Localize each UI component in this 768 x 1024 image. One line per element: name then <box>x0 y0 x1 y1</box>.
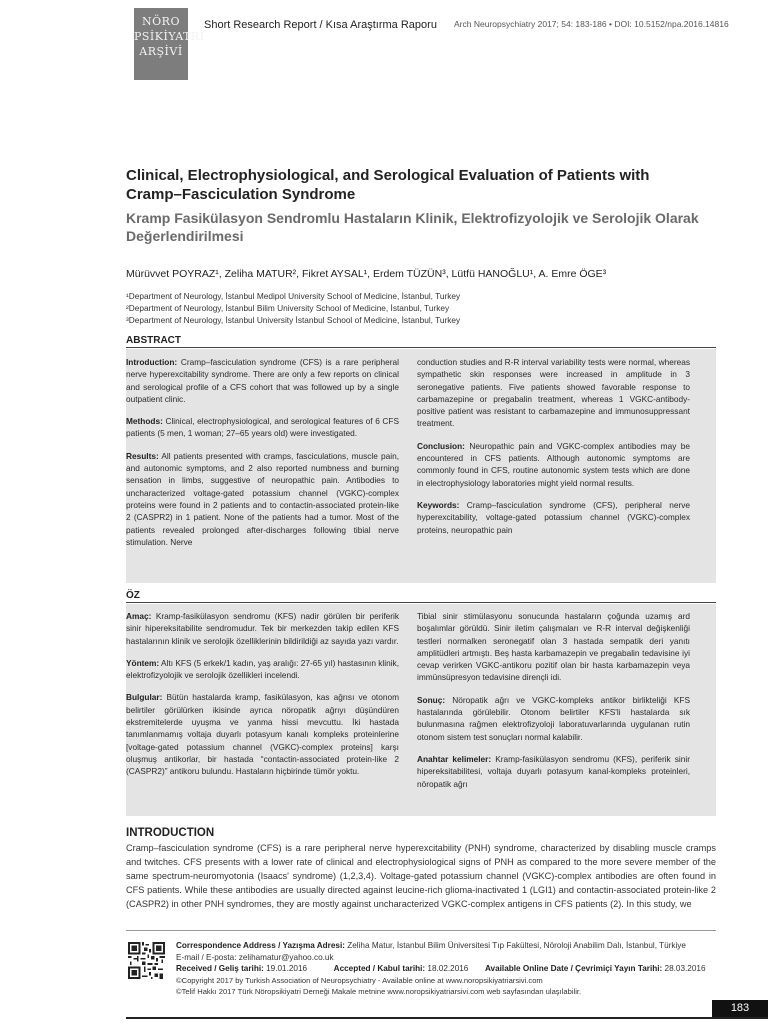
oz-label: Sonuç: <box>417 694 446 705</box>
oz-text: Bütün hastalarda kramp, fasikülasyon, kas ağrısı ve otonom belirtiler görülürken ikisinde ayrıca nöropatik ağrıyı düşündüren ekstremitelerde uyuşma ve yanma hissi mevcuttu. İki hastada tanımlanmamış voltaja duyarlı potasyum kanalı kompleks proteinlerine [voltage-gated potassium channel (VGKC)-complex proteins] karşı oluşmuş antikorlar, bir hastada “contactin-associated protein-like 2 (CASPR2)” antikoru bulundu. Hastaların hiçbirinde tümör yoktu. <box>126 692 399 777</box>
correspondence-address <box>176 940 716 952</box>
qr-code-icon <box>128 942 165 979</box>
abstract-paragraph <box>417 499 690 536</box>
affiliation: ¹Department of Neurology, İstanbul Medipol University School of Medicine, İstanbul, Turkey <box>126 291 461 301</box>
abstract-paragraph <box>417 440 690 489</box>
oz-paragraph <box>126 610 399 647</box>
abstract-label: Results: <box>126 450 159 461</box>
logo-line: PSİKİYATRİ <box>134 30 205 43</box>
abstract-text: Cramp–fasciculation syndrome (CFS) is a rare peripheral nerve hyperexcitability syndrome. There are only a few reports on clinical and serological profile of a CFS cohort that was followed up by a single outpatient clinic. <box>126 357 399 404</box>
affiliation: ³Department of Neurology, İstanbul University İstanbul School of Medicine, İstanbul, Turkey <box>126 315 461 325</box>
oz-text: Kramp-fasikülasyon sendromu (KFS) nadir görülen bir periferik sinir hipereksitabilite sendromudur. Tek bir merkezden takip edilen KFS hastalarının klinik ve serolojik özelliklerinin bildirildiği az sayıda yazı vardır. <box>126 611 399 646</box>
bottom-rule <box>126 1017 768 1019</box>
abstract-paragraph <box>126 356 399 405</box>
address-text: Zeliha Matur, İstanbul Bilim Üniversitesi Tıp Fakültesi, Nöroloji Anabilim Dalı, İstanbul, Türkiye <box>344 941 686 950</box>
abstract-paragraph <box>417 356 690 430</box>
abstract-text: All patients presented with cramps, fasciculations, muscle pain, and autonomic symptoms, and 2 also reported numbness and burning sensation in limbs, suggestive of neuropathic pain. Antibodies to uncharacterized voltage-gated potassium channel (VGKC)-complex proteins were found in 2 patients and to contactin-associated protein-like 2 (CASPR2) in 1 patient. None of the patients had a tumor. Most of the patients revealed prolonged after-discharges following tibial nerve stimulation. Nerve <box>126 450 399 547</box>
copyright-english: ©Copyright 2017 by Turkish Association of Neuropsychiatry - Available online at www.noropsikiyatriarsivi.com <box>176 975 543 985</box>
abstract-text: Neuropathic pain and VGKC-complex antibodies may be encountered in CFS patients. Although autonomic symptoms are commonly found in CFS, routine autonomic system tests which are done in electrophysiology laboratories might yield normal results. <box>417 440 690 488</box>
abstract-label: Methods: <box>126 416 163 427</box>
oz-text: Kramp-fasikülasyon sendromu (KFS), periferik sinir hipereksitabilitesi, voltaja duyarlı potasyum kanal-kompleks proteinleri, nöropatik ağrı <box>417 753 690 789</box>
accepted-date: 18.02.2016 <box>425 964 469 973</box>
abstract-text: conduction studies and R-R interval variability tests were normal, whereas sympathetic skin responses were increased in amplitude in 3 seronegative patients. Five patients showed favorable response to carbamazepine or pregabalin treatment, whereas 1 VGKC-antibody-positive patient was resistant to carbamazepine and immunosuppressant treatment. <box>417 357 690 429</box>
article-title-english: Clinical, Electrophysiological, and Serological Evaluation of Patients with Cramp–Fasciculation Syndrome <box>126 167 650 203</box>
oz-text: Tibial sinir stimülasyonu sonucunda hastaların çoğunda uzamış ard boşalımlar görüldü. Sinir iletim çalışmaları ve R-R interval değişkenliği testleri normalken seronegatif olan 3 hastada sempatik deri yanıtı amplitüdleri artmıştı. Beş hasta karbamazepin ve pregabalin tedavisine iyi cevap verirken VGKC-antikoru pozitif olan bir hasta karbamazepin veya immünsüpresyon tedavisine dirençli idi. <box>417 611 690 683</box>
oz-label: Anahtar kelimeler: <box>417 753 492 764</box>
abstract-heading: ABSTRACT <box>126 335 181 346</box>
abstract-text: Clinical, electrophysiological, and serological features of 6 CFS patients (5 men, 1 woman; 27–65 years old) were investigated. <box>126 416 399 439</box>
oz-left-column <box>126 610 399 788</box>
introduction-heading: INTRODUCTION <box>126 827 215 839</box>
correspondence-block <box>176 940 716 998</box>
received-label: Received / Geliş tarihi: <box>176 964 264 973</box>
article-title-turkish: Kramp Fasikülasyon Sendromlu Hastaların Klinik, Elektrofizyolojik ve Serolojik Olarak Değerlendirilmesi <box>126 210 699 244</box>
abstract-paragraph <box>126 450 399 548</box>
abstract-paragraph <box>126 415 399 440</box>
abstract-label: Keywords: <box>417 499 460 510</box>
page-number: 183 <box>712 1000 768 1017</box>
oz-paragraph <box>417 753 690 790</box>
oz-paragraph <box>417 694 690 743</box>
oz-paragraph <box>417 610 690 684</box>
article-dates <box>176 963 716 975</box>
oz-heading: ÖZ <box>126 590 140 601</box>
introduction-body: Cramp–fasciculation syndrome (CFS) is a rare peripheral nerve hyperexcitability (PNH) syndrome, characterized by disabling muscle cramps and twitches. CFS presents with a lower rate of clinical and electrophysiological signs of PNH as compared to the more severe member of the same spectrum-neuromyotonia (Isaacs' syndrome) (1,2,3,4). Voltage-gated potassium channel (VGKC)-complex antibodies are often found in CFS patients. While these antibodies are usually directed against leucine-rich glioma-inactivated 1 (LGI1) and contactin-associated protein-like 2 (CASPR2) in other PNH syndromes, they are mostly against uncharacterized VGKC-complex antigens in CFS patients (2). In this study, we <box>126 843 716 909</box>
oz-label: Bulgular: <box>126 692 163 703</box>
abstract-right-column <box>417 356 690 546</box>
oz-label: Amaç: <box>126 611 152 621</box>
logo-line: NÖRO <box>142 15 180 28</box>
oz-paragraph <box>126 691 399 777</box>
abstract-text: Cramp–fasciculation syndrome (CFS), peripheral nerve hyperexcitability, voltage-gated potassium channel (VGKC)-complex proteins, neuropathic pain <box>417 499 690 535</box>
correspondence-email[interactable]: E-mail / E-posta: zelihamatur@yahoo.co.uk <box>176 952 334 962</box>
online-date: 28.03.2016 <box>662 964 706 973</box>
oz-text: Nöropatik ağrı ve VGKC-kompleks antikor birlikteliği KFS hastalarında görülebilir. Otonom belirtiler KFS'li hastalarda sık bulunmasına rağmen elektrofizyoloji laboratuvarlarında uygulanan rutin otonom sistem test sonuçları normal kalabilir. <box>417 694 690 742</box>
report-type: Short Research Report / Kısa Araştırma Raporu <box>204 19 437 31</box>
address-label: Correspondence Address / Yazışma Adresi: <box>176 941 345 950</box>
abstract-label: Conclusion: <box>417 440 465 451</box>
oz-right-column <box>417 610 690 800</box>
oz-text: Altı KFS (5 erkek/1 kadın, yaş aralığı: 27-65 yıl) hastasının klinik, elektrofizyolojik ve serolojik özellikleri incelendi. <box>126 657 399 681</box>
footer-divider <box>126 930 716 931</box>
abstract-label: Introduction: <box>126 357 178 367</box>
received-date: 19.01.2016 <box>263 964 308 973</box>
author-list: Mürüvvet POYRAZ¹, Zeliha MATUR², Fikret AYSAL¹, Erdem TÜZÜN³, Lütfü HANOĞLU¹, A. Emre ÖGE³ <box>126 268 607 280</box>
journal-reference: Arch Neuropsychiatry 2017; 54: 183-186 • DOI: 10.5152/npa.2016.14816 <box>454 19 729 29</box>
affiliation: ²Department of Neurology, İstanbul Bilim University School of Medicine, İstanbul, Turkey <box>126 303 450 313</box>
logo-line: ARŞİVİ <box>139 45 183 58</box>
oz-label: Yöntem: <box>126 657 160 668</box>
oz-divider <box>126 602 716 603</box>
abstract-divider <box>126 347 716 348</box>
abstract-left-column <box>126 356 399 558</box>
online-date-label: Available Online Date / Çevrimiçi Yayın Tarihi: <box>484 964 663 973</box>
oz-paragraph <box>126 657 399 682</box>
affiliations <box>126 290 726 326</box>
accepted-label: Accepted / Kabul tarihi: <box>333 964 426 973</box>
copyright-turkish: ©Telif Hakkı 2017 Türk Nöropsikiyatri Derneği Makale metnine www.noropsikiyatriarsivi.com web sayfasından ulaşılabilir. <box>176 987 582 996</box>
journal-logo <box>134 8 205 80</box>
